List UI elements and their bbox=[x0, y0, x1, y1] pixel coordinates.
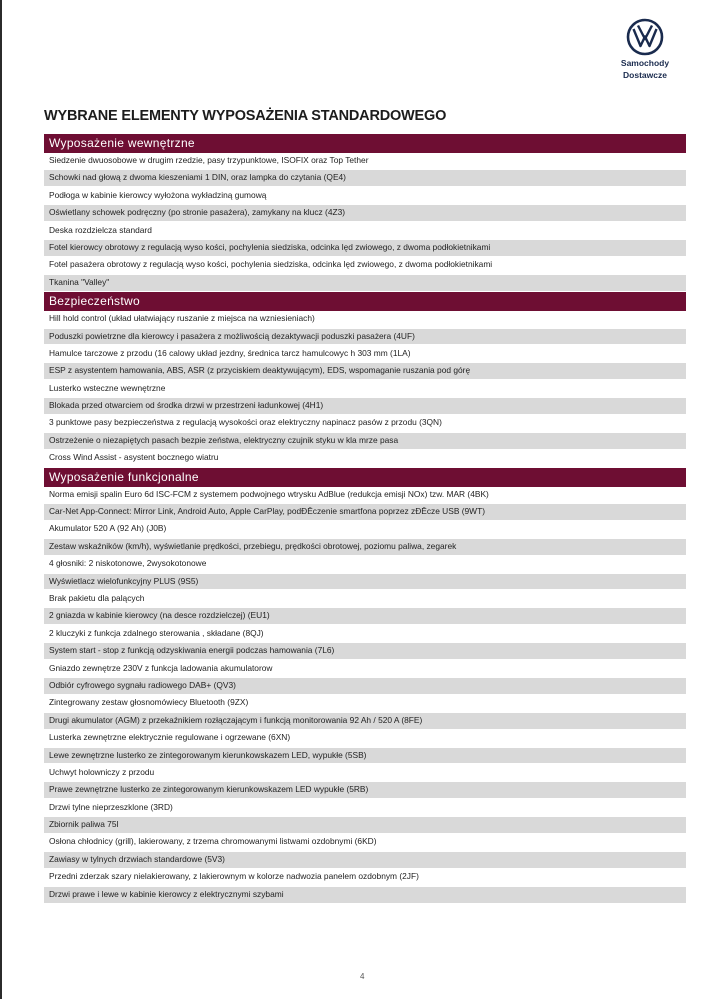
equipment-item: Zestaw wskaźników (km/h), wyświetlanie prędkości, przebiegu, prędkości obrotowej, poziomu paliwa, zegarek bbox=[44, 539, 686, 555]
equipment-item: Drugi akumulator (AGM) z przekaźnikiem rozłączającym i funkcją monitorowania 92 Ah / 520 A (8FE) bbox=[44, 713, 686, 729]
equipment-item: Gniazdo zewnętrze 230V z funkcja ladowania akumulatorow bbox=[49, 662, 273, 673]
equipment-item: System start - stop z funkcją odzyskiwania energii podczas hamowania (7L6) bbox=[44, 643, 686, 659]
equipment-item: Osłona chłodnicy (grill), lakierowany, z trzema chromowanymi listwami ozdobnymi (6KD) bbox=[49, 836, 377, 847]
brand-line-2: Dostawcze bbox=[623, 70, 667, 80]
equipment-item: Zawiasy w tylnych drzwiach standardowe (5V3) bbox=[44, 852, 686, 868]
equipment-item: Lewe zewnętrzne lusterko ze zintegorowanym kierunkowskazem LED, wypukłe (5SB) bbox=[44, 748, 686, 764]
equipment-item: Deska rozdzielcza standard bbox=[49, 224, 152, 235]
brand-logo bbox=[610, 18, 680, 80]
vw-logo-icon bbox=[626, 18, 664, 56]
equipment-item: Zbiornik paliwa 75l bbox=[44, 817, 686, 833]
document-title: WYBRANE ELEMENTY WYPOSAŻENIA STANDARDOWEGO bbox=[44, 108, 447, 124]
equipment-item: Schowki nad głową z dwoma kieszeniami 1 DIN, oraz lampka do czytania (QE4) bbox=[44, 170, 686, 186]
equipment-item: Akumulator 520 A (92 Ah) (J0B) bbox=[49, 523, 167, 534]
equipment-item: Podłoga w kabinie kierowcy wyłożona wykładziną gumową bbox=[49, 189, 267, 200]
equipment-item: Oświetlany schowek podręczny (po stronie pasażera), zamykany na klucz (4Z3) bbox=[44, 205, 686, 221]
equipment-item: Lusterka zewnętrzne elektrycznie regulowane i ogrzewane (6XN) bbox=[49, 732, 291, 743]
equipment-item: 3 punktowe pasy bezpieczeństwa z regulacją wysokości oraz elektryczny napinacz pasów z przodu (3QN) bbox=[49, 417, 442, 428]
equipment-item: Prawe zewnętrzne lusterko ze zintegorowanym kierunkowskazem LED wypukłe (5RB) bbox=[44, 782, 686, 798]
equipment-item: 2 gniazda w kabinie kierowcy (na desce rozdzielczej) (EU1) bbox=[44, 608, 686, 624]
equipment-item: Fotel pasażera obrotowy z regulacją wyso kości, pochylenia siedziska, odcinka lęd zwiowego, z dwoma podłokietnikami bbox=[49, 259, 493, 270]
equipment-item: Przedni zderzak szary nielakierowany, z lakierownym w kolorze nadwozia panelem ozdobnym (2JF) bbox=[49, 871, 419, 882]
equipment-item: Drzwi prawe i lewe w kabinie kierowcy z elektrycznymi szybami bbox=[44, 887, 686, 903]
equipment-item: ESP z asystentem hamowania, ABS, ASR (z przyciskiem deaktywującym), EDS, wspomaganie ruszania pod górę bbox=[44, 363, 686, 379]
equipment-item: Fotel kierowcy obrotowy z regulacją wyso kości, pochylenia siedziska, odcinka lęd zwiowego, z dwoma podłokietnikami bbox=[44, 240, 686, 256]
equipment-item: Hill hold control (układ ułatwiający ruszanie z miejsca na wzniesieniach) bbox=[49, 313, 315, 324]
equipment-item: Brak pakietu dla palących bbox=[49, 592, 145, 603]
section-header: Bezpieczeństwo bbox=[44, 292, 686, 311]
equipment-item: Ostrzeżenie o niezapiętych pasach bezpie zeństwa, elektryczny czujnik styku w kla mrze pasa bbox=[44, 433, 686, 449]
section-header: Wyposażenie funkcjonalne bbox=[44, 468, 686, 487]
equipment-list bbox=[44, 134, 686, 904]
page-number: 4 bbox=[360, 972, 365, 981]
equipment-item: Wyświetlacz wielofunkcyjny PLUS (9S5) bbox=[44, 574, 686, 590]
equipment-item: 4 głosniki: 2 niskotonowe, 2wysokotonowe bbox=[49, 558, 207, 569]
equipment-item: Zintegrowany zestaw głosnomówiecy Bluetooth (9ZX) bbox=[49, 697, 249, 708]
equipment-item: Cross Wind Assist - asystent bocznego wiatru bbox=[49, 452, 219, 463]
equipment-item: Blokada przed otwarciem od środka drzwi w przestrzeni ładunkowej (4H1) bbox=[44, 398, 686, 414]
page-left-edge bbox=[0, 0, 2, 999]
equipment-item: Drzwi tylne nieprzeszklone (3RD) bbox=[49, 801, 173, 812]
equipment-item: Uchwyt holowniczy z przodu bbox=[49, 766, 155, 777]
equipment-item: Car-Net App-Connect: Mirror Link, Android Auto, Apple CarPlay, podĐĒczenie smartfona poprzez zĐĒcze USB (9WT) bbox=[44, 504, 686, 520]
equipment-item: Lusterko wsteczne wewnętrzne bbox=[49, 382, 166, 393]
equipment-item: Siedzenie dwuosobowe w drugim rzedzie, pasy trzypunktowe, ISOFIX oraz Top Tether bbox=[49, 155, 369, 165]
equipment-item: Norma emisji spalin Euro 6d ISC-FCM z systemem podwojnego wtrysku AdBlue (redukcja emisji NOx) tzw. MAR (4BK) bbox=[49, 488, 489, 499]
brand-line-1: Samochody bbox=[620, 58, 670, 68]
section-header: Wyposażenie wewnętrzne bbox=[44, 134, 686, 153]
equipment-item: Tkanina "Valley" bbox=[44, 275, 686, 291]
equipment-item: Hamulce tarczowe z przodu (16 calowy układ jezdny, średnica tarcz hamulcowyc h 303 mm (1LA) bbox=[49, 347, 411, 358]
equipment-item: 2 kluczyki z funkcja zdalnego sterowania , składane (8QJ) bbox=[49, 627, 264, 638]
equipment-item: Poduszki powietrzne dla kierowcy i pasażera z możliwością dezaktywacji poduszki pasażera (4UF) bbox=[44, 329, 686, 345]
equipment-item: Odbiór cyfrowego sygnału radiowego DAB+ (QV3) bbox=[44, 678, 686, 694]
